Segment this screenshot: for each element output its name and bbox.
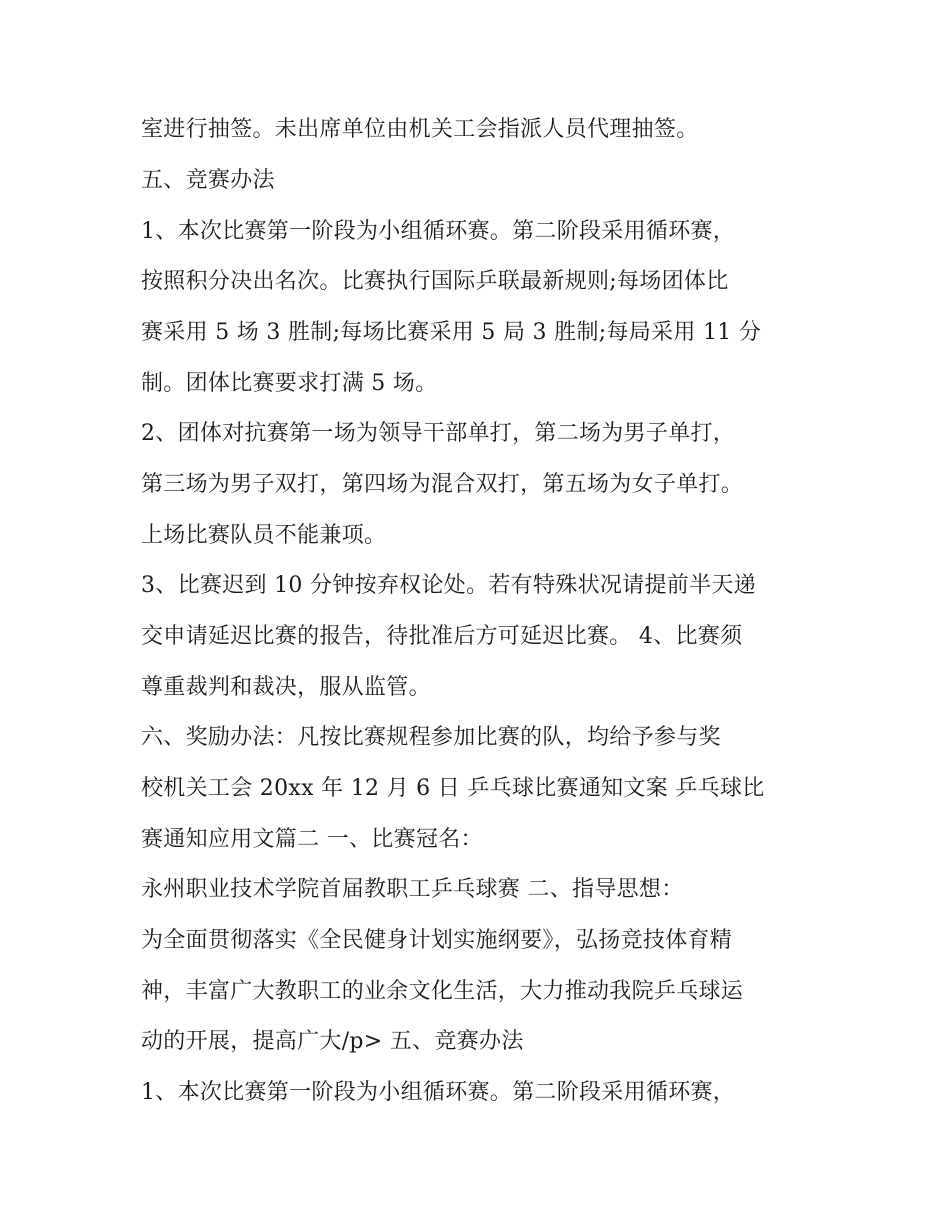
text-line: 六、奖励办法：凡按比赛规程参加比赛的队，均给予参与奖 (141, 725, 721, 750)
text-line: 1、本次比赛第一阶段为小组循环赛。第二阶段采用循环赛， (141, 219, 736, 244)
text-line: 按照积分决出名次。比赛执行国际乒联最新规则;每场团体比 (141, 269, 729, 294)
text-line: 神，丰富广大教职工的业余文化生活，大力推动我院乒乓球运 (141, 979, 744, 1004)
text-line: 1、本次比赛第一阶段为小组循环赛。第二阶段采用循环赛， (141, 1080, 736, 1105)
text-line: 2、团体对抗赛第一场为领导干部单打，第二场为男子单打， (141, 421, 736, 446)
text-line: 3、比赛迟到 10 分钟按弃权论处。若有特殊状况请提前半天递 (141, 573, 756, 598)
text-line: 永州职业技术学院首届教职工乒乓球赛 二、指导思想： (141, 877, 684, 902)
section-heading: 五、竞赛办法 (141, 168, 275, 193)
text-line: 校机关工会 20xx 年 12 月 6 日 乒乓球比赛通知文案 乒乓球比 (141, 776, 765, 801)
text-line: 赛采用 5 场 3 胜制;每场比赛采用 5 局 3 胜制;每局采用 11 分 (141, 320, 762, 345)
text-line: 交申请延迟比赛的报告，待批准后方可延迟比赛。 4、比赛须 (141, 624, 743, 649)
text-line: 第三场为男子双打，第四场为混合双打，第五场为女子单打。 (141, 472, 744, 497)
text-line: 为全面贯彻落实《全民健身计划实施纲要》，弘扬竞技体育精 (141, 928, 733, 953)
text-line: 动的开展，提高广大/p> 五、竞赛办法 (141, 1029, 524, 1054)
text-line: 室进行抽签。未出席单位由机关工会指派人员代理抽签。 (141, 117, 699, 142)
text-line: 上场比赛队员不能兼项。 (141, 523, 387, 548)
text-line: 制。团体比赛要求打满 5 场。 (141, 371, 438, 396)
text-line: 赛通知应用文篇二 一、比赛冠名： (141, 827, 483, 852)
text-line: 尊重裁判和裁决，服从监管。 (141, 675, 431, 700)
